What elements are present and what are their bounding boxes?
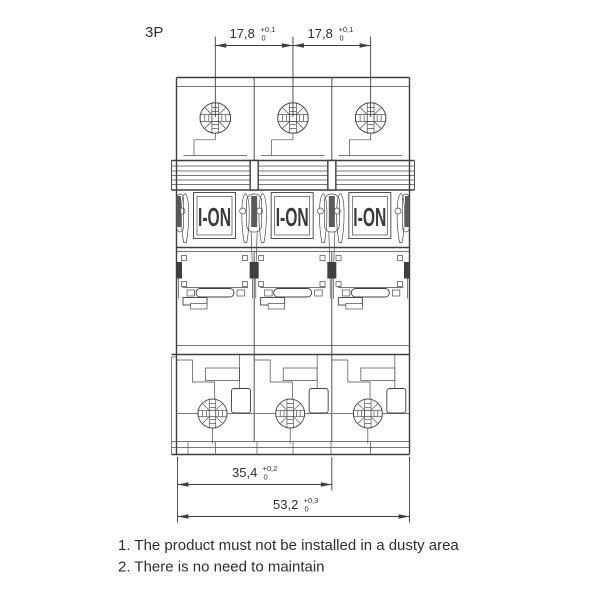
pole-count-title: 3P — [145, 24, 164, 41]
note-1: 1. The product must not be installed in a dusty area — [118, 537, 459, 554]
dim-inner-tol-lower: 0 — [263, 472, 268, 482]
dim-pitch1-tol-lower: 0 — [261, 33, 266, 43]
pole-2-bottom — [254, 355, 332, 444]
dim-pitch1-value: 17,8 — [229, 26, 255, 41]
dim-pitch2-tol-lower: 0 — [339, 33, 344, 43]
dim-overall-tol-lower: 0 — [304, 504, 309, 514]
breaker-body — [172, 78, 415, 455]
dim-overall-value: 53,2 — [273, 497, 299, 512]
pole-1-bottom — [177, 355, 255, 444]
vent-holes — [182, 256, 403, 287]
dim-pitch2-tol-upper: +0,1 — [338, 25, 354, 34]
dim-inner-value: 35,4 — [232, 465, 258, 480]
toggle-label-pole-3: I-ON — [353, 202, 387, 232]
din-band-dividers — [188, 442, 371, 455]
pole-3-bottom — [332, 355, 410, 444]
toggle-label-pole-2: I-ON — [275, 202, 309, 232]
dim-overall-tol-upper: +0,3 — [303, 496, 319, 505]
dimension-bottom — [178, 457, 410, 523]
dim-pitch1-tol-upper: +0,1 — [260, 25, 276, 34]
toggle-label-pole-1: I-ON — [198, 202, 231, 232]
dim-inner-tol-upper: +0,2 — [262, 464, 278, 473]
dimension-top-pitch — [215, 25, 370, 117]
note-2: 2. There is no need to maintain — [118, 558, 325, 576]
dim-pitch2-value: 17,8 — [307, 26, 333, 41]
